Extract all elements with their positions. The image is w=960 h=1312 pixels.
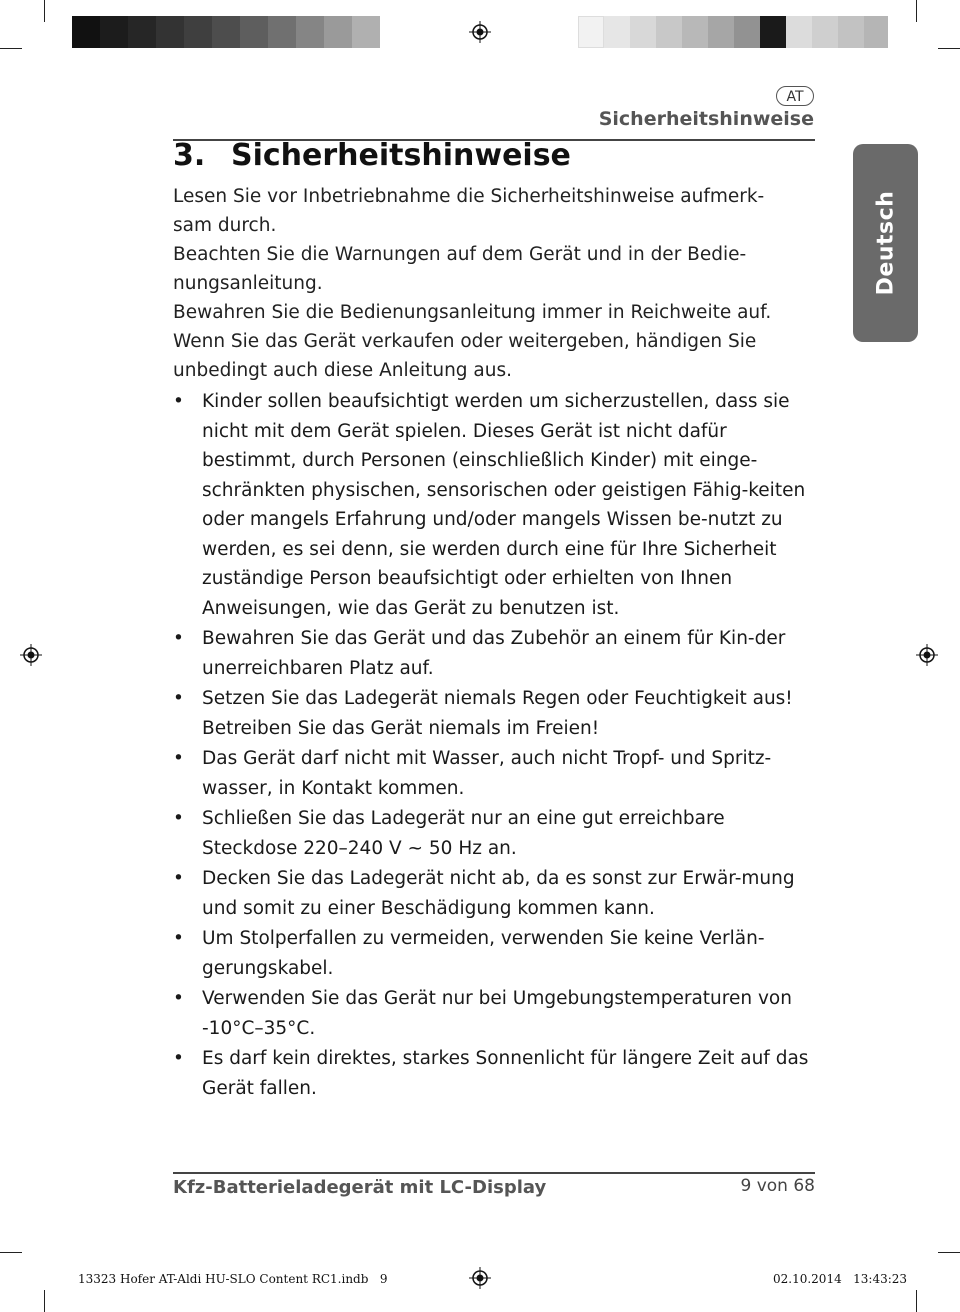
list-item-text: Schließen Sie das Ladegerät nur an eine gut erreichbare Steckdose 220–240 V ~ 50 Hz an. (202, 808, 725, 859)
bullet: • (173, 391, 184, 412)
bullet: • (173, 628, 184, 649)
section-title: Sicherheitshinweise (231, 138, 571, 173)
registration-mark-icon (469, 21, 491, 43)
bullet: • (173, 988, 184, 1009)
list-item-text: Verwenden Sie das Gerät nur bei Umgebungstemperaturen von -10°C–35°C. (202, 988, 792, 1039)
list-item (173, 984, 823, 1043)
footer-rule (173, 1172, 815, 1174)
list-item-text: Um Stolperfallen zu vermeiden, verwenden Sie keine Verlän-gerungskabel. (202, 928, 765, 979)
list-item (173, 624, 823, 683)
list-item (173, 684, 823, 743)
registration-mark-icon (916, 644, 938, 666)
crop-mark (44, 1290, 45, 1312)
list-item (173, 1044, 823, 1103)
section-number: 3. (173, 138, 206, 173)
registration-mark-icon (20, 644, 42, 666)
crop-mark (44, 0, 45, 22)
list-item-text: Setzen Sie das Ladegerät niemals Regen oder Feuchtigkeit aus! Betreiben Sie das Gerät niemals im Freien! (202, 688, 793, 739)
bullet: • (173, 808, 184, 829)
print-slug-datetime: 02.10.2014 13:43:23 (773, 1272, 908, 1286)
section-heading (173, 138, 571, 173)
running-head: Sicherheitshinweise (598, 108, 814, 130)
paragraph: Beachten Sie die Warnungen auf dem Gerät und in der Bedie-nungsanleitung. (173, 244, 747, 294)
list-item-text: Das Gerät darf nicht mit Wasser, auch nicht Tropf- und Spritz-wasser, in Kontakt kommen. (202, 748, 772, 799)
list-item (173, 744, 823, 803)
bullet: • (173, 928, 184, 949)
registration-mark-icon (469, 1267, 491, 1289)
list-item (173, 924, 823, 983)
footer-product-title: Kfz-Batterieladegerät mit LC-Display (173, 1177, 547, 1198)
bullet: • (173, 748, 184, 769)
list-item (173, 804, 823, 863)
list-item-text: Decken Sie das Ladegerät nicht ab, da es sonst zur Erwär-mung und somit zu einer Beschädigung kommen kann. (202, 868, 795, 919)
print-slug-file: 13323 Hofer AT-Aldi HU-SLO Content RC1.indb 9 (78, 1272, 388, 1286)
crop-mark (938, 48, 960, 49)
side-tab-label: Deutsch (873, 190, 898, 296)
bullet: • (173, 868, 184, 889)
list-item-text: Bewahren Sie das Gerät und das Zubehör an einem für Kin-der unerreichbaren Platz auf. (202, 628, 786, 679)
paragraph: Bewahren Sie die Bedienungsanleitung immer in Reichweite auf. Wenn Sie das Gerät verkaufen oder weitergeben, händigen Sie unbedingt auch diese Anleitung aus. (173, 302, 772, 381)
paragraph: Lesen Sie vor Inbetriebnahme die Sicherheitshinweise aufmerk-sam durch. (173, 186, 765, 236)
safety-list (173, 387, 823, 1103)
crop-mark (938, 1252, 960, 1253)
bullet: • (173, 1048, 184, 1069)
bullet: • (173, 688, 184, 709)
crop-mark (0, 1252, 22, 1253)
language-side-tab (853, 144, 918, 342)
language-badge: AT (776, 86, 814, 106)
list-item-text: Kinder sollen beaufsichtigt werden um sicherzustellen, dass sie nicht mit dem Gerät spielen. Dieses Gerät ist nicht dafür bestimmt, durch Personen (einschließlich Kinder) mit einge-schränkten physischen, sensorischen oder geistigen Fähig-keiten oder mangels Erfahrung und/oder mangels Wissen be-nutzt zu werden, es sei denn, sie werden durch eine für Ihre Sicherheit zuständige Person beaufsichtigt oder erhielten von Ihnen Anweisungen, wie das Gerät zu benutzen ist. (202, 391, 806, 619)
page-content (173, 182, 823, 1104)
page-number: 9 von 68 (740, 1176, 815, 1196)
list-item (173, 387, 823, 623)
crop-mark (0, 48, 22, 49)
list-item-text: Es darf kein direktes, starkes Sonnenlicht für längere Zeit auf das Gerät fallen. (202, 1048, 809, 1099)
list-item (173, 864, 823, 923)
crop-mark (916, 1290, 917, 1312)
crop-mark (916, 0, 917, 22)
